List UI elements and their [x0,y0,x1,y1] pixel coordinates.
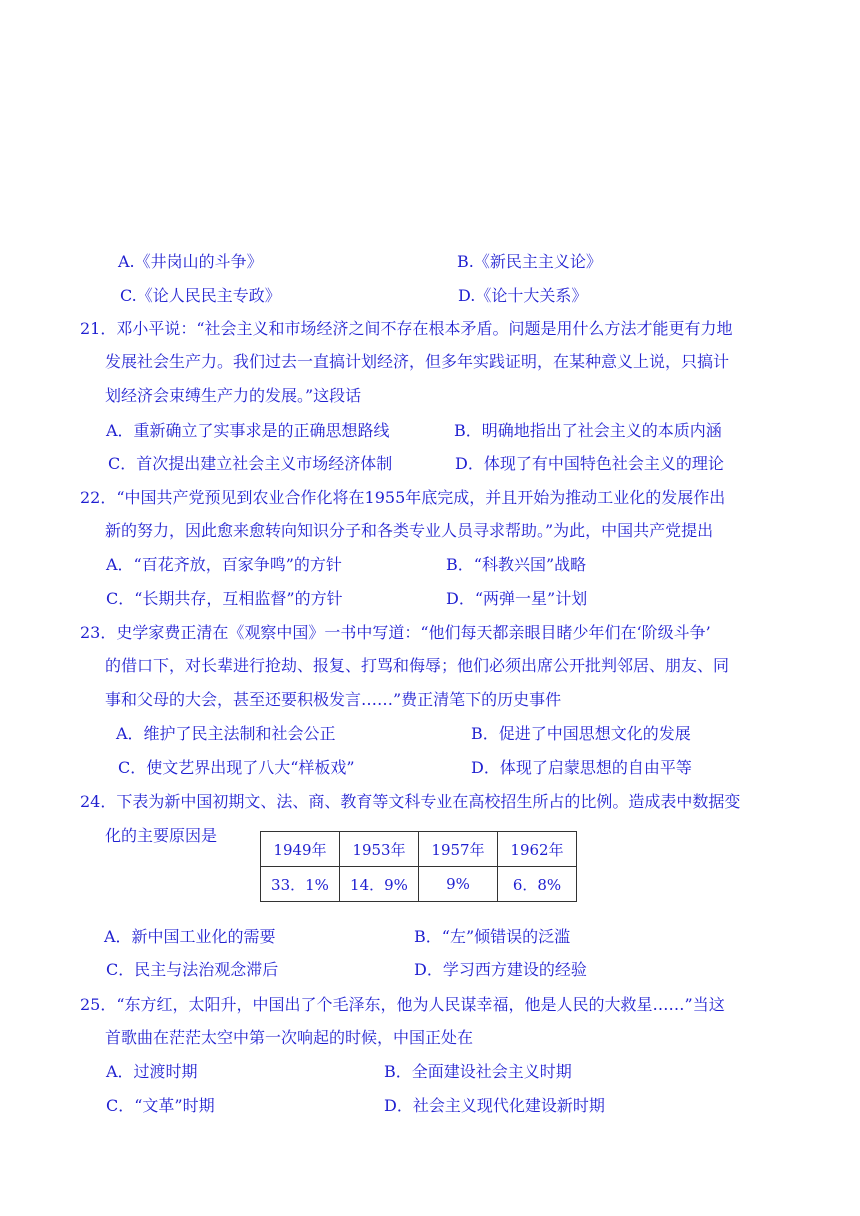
q22-option-b: B．“科教兴国”战略 [446,555,587,574]
table-cell: 14．9% [340,867,419,902]
table-header-cell: 1962年 [498,832,577,867]
table-header-cell: 1953年 [340,832,419,867]
table-row [261,867,577,902]
q25-option-d: D．社会主义现代化建设新时期 [384,1096,605,1115]
q24-stem-line-1: 24．下表为新中国初期文、法、商、教育等文科专业在高校招生所占的比例。造成表中数据变 [80,792,741,811]
q24-stem-line-2: 化的主要原因是 [105,826,218,845]
q23-option-b: B．促进了中国思想文化的发展 [471,724,691,743]
q23-stem-line-2: 的借口下，对长辈进行抢劫、报复、打骂和侮辱；他们必须出席公开批判邻居、朋友、同 [105,656,730,675]
q24-option-b: B．“左”倾错误的泛滥 [414,927,571,946]
table-header-cell: 1949年 [261,832,340,867]
q20-option-b: B.《新民主主义论》 [457,252,602,271]
q23-stem-line-1: 23．史学家费正清在《观察中国》一书中写道：“他们每天都亲眼目睹少年们在‘阶级斗争’ [80,623,711,642]
table-header-row [261,832,577,867]
q22-option-c: C．“长期共存，互相监督”的方针 [106,589,343,608]
q20-option-d: D.《论十大关系》 [458,286,588,305]
q25-stem-line-2: 首歌曲在茫茫太空中第一次响起的时候，中国正处在 [105,1028,474,1047]
q21-option-d: D．体现了有中国特色社会主义的理论 [455,454,724,473]
q23-option-c: C．使文艺界出现了八大“样板戏” [118,758,355,777]
table-cell: 6．8% [498,867,577,902]
q23-stem-line-3: 事和父母的大会，甚至还要积极发言……”费正清笔下的历史事件 [105,690,562,709]
table-cell: 9% [419,867,498,902]
q23-option-a: A．维护了民主法制和社会公正 [116,724,336,743]
table-cell: 33．1% [261,867,340,902]
q21-stem-line-2: 发展社会生产力。我们过去一直搞计划经济，但多年实践证明，在某种意义上说，只搞计 [105,352,730,371]
q24-option-a: A．新中国工业化的需要 [104,927,276,946]
q21-stem-line-1: 21．邓小平说：“社会主义和市场经济之间不存在根本矛盾。问题是用什么方法才能更有力地 [80,319,733,338]
q22-option-d: D．“两弹一星”计划 [446,589,588,608]
q25-option-a: A．过渡时期 [106,1062,198,1081]
q22-stem-line-1: 22．“中国共产党预见到农业合作化将在1955年底完成，并且开始为推动工业化的发展作出 [80,488,726,507]
enrollment-ratio-table [260,831,577,902]
q25-option-b: B．全面建设社会主义时期 [384,1062,572,1081]
q25-option-c: C．“文革”时期 [106,1096,215,1115]
q21-stem-line-3: 划经济会束缚生产力的发展。”这段话 [105,386,362,405]
q21-option-a: A．重新确立了实事求是的正确思想路线 [106,421,390,440]
q22-option-a: A．“百花齐放，百家争鸣”的方针 [106,555,342,574]
q24-option-d: D．学习西方建设的经验 [414,960,587,979]
q24-option-c: C．民主与法治观念滞后 [106,960,279,979]
q25-stem-line-1: 25．“东方红，太阳升，中国出了个毛泽东，他为人民谋幸福，他是人民的大救星……”当这 [80,995,725,1014]
q22-stem-line-2: 新的努力，因此愈来愈转向知识分子和各类专业人员寻求帮助。”为此，中国共产党提出 [105,521,714,540]
q20-option-a: A.《井岗山的斗争》 [118,252,263,271]
table-header-cell: 1957年 [419,832,498,867]
q23-option-d: D．体现了启蒙思想的自由平等 [471,758,692,777]
q20-option-c: C.《论人民民主专政》 [120,286,281,305]
q21-option-c: C．首次提出建立社会主义市场经济体制 [108,454,393,473]
q21-option-b: B．明确地指出了社会主义的本质内涵 [454,421,722,440]
